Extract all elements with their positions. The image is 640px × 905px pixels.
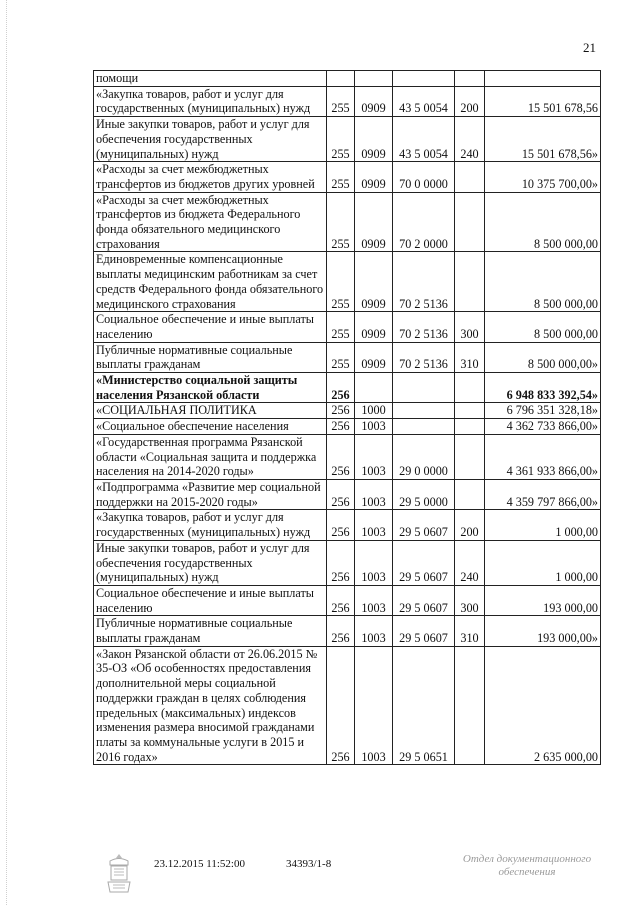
row-amount-cell: 8 500 000,00 [485, 252, 601, 312]
row-section-code-cell: 0909 [355, 252, 393, 312]
row-section-code-cell: 0909 [355, 342, 393, 372]
row-name-cell: «Социальное обеспечение населения [94, 419, 327, 435]
row-amount-cell: 193 000,00 [485, 585, 601, 615]
row-amount-cell: 10 375 700,00» [485, 162, 601, 192]
row-name-cell: помощи [94, 71, 327, 87]
row-expense-type-cell [455, 71, 485, 87]
row-expense-type-cell: 240 [455, 117, 485, 162]
table-row [94, 646, 601, 765]
row-expense-type-cell [455, 479, 485, 509]
row-amount-cell: 6 948 833 392,54» [485, 373, 601, 403]
row-name-cell: «Расходы за счет межбюджетных трансфертов из бюджетов других уровней [94, 162, 327, 192]
row-target-article-cell: 29 5 0607 [393, 585, 455, 615]
row-ministry-code-cell: 256 [327, 646, 355, 765]
page-edge-line [6, 0, 8, 905]
table-row [94, 373, 601, 403]
row-ministry-code-cell: 256 [327, 403, 355, 419]
row-target-article-cell: 70 2 0000 [393, 192, 455, 252]
row-ministry-code-cell: 255 [327, 252, 355, 312]
row-name-cell: «СОЦИАЛЬНАЯ ПОЛИТИКА [94, 403, 327, 419]
row-name-cell: Публичные нормативные социальные выплаты гражданам [94, 616, 327, 646]
row-target-article-cell: 29 5 0607 [393, 616, 455, 646]
row-expense-type-cell: 300 [455, 585, 485, 615]
table-row [94, 312, 601, 342]
row-ministry-code-cell: 256 [327, 434, 355, 479]
row-section-code-cell: 1003 [355, 434, 393, 479]
table-row [94, 510, 601, 540]
table-row [94, 162, 601, 192]
row-expense-type-cell: 300 [455, 312, 485, 342]
row-expense-type-cell [455, 373, 485, 403]
table-row [94, 585, 601, 615]
table-row [94, 192, 601, 252]
row-section-code-cell: 1003 [355, 540, 393, 585]
row-ministry-code-cell: 255 [327, 192, 355, 252]
stamp-line-1: Отдел документационного [462, 853, 592, 865]
row-target-article-cell: 29 5 0607 [393, 540, 455, 585]
row-section-code-cell: 1003 [355, 479, 393, 509]
row-expense-type-cell: 200 [455, 510, 485, 540]
row-expense-type-cell [455, 419, 485, 435]
row-name-cell: «Закон Рязанской области от 26.06.2015 № 35-ОЗ «Об особенностях предоставления дополнительной меры социальной поддержки граждан в целях соблюдения предельных (максимальных) индексов изменения размера вносимой гражданами платы за коммунальные услуги в 2015 и 2016 годах» [94, 646, 327, 765]
row-name-cell: Единовременные компенсационные выплаты медицинским работникам за счет средств Федерального фонда обязательного медицинского страхования [94, 252, 327, 312]
row-ministry-code-cell: 256 [327, 616, 355, 646]
row-amount-cell: 193 000,00» [485, 616, 601, 646]
row-name-cell: «Государственная программа Рязанской области «Социальная защита и поддержка населения на 2014-2020 годы» [94, 434, 327, 479]
row-expense-type-cell [455, 192, 485, 252]
row-amount-cell: 8 500 000,00» [485, 342, 601, 372]
table-row [94, 403, 601, 419]
row-ministry-code-cell: 256 [327, 373, 355, 403]
row-ministry-code-cell: 255 [327, 86, 355, 116]
row-ministry-code-cell: 256 [327, 419, 355, 435]
row-amount-cell: 1 000,00 [485, 510, 601, 540]
row-amount-cell: 15 501 678,56 [485, 86, 601, 116]
row-ministry-code-cell: 255 [327, 342, 355, 372]
row-ministry-code-cell: 256 [327, 540, 355, 585]
footer-department-stamp [452, 853, 602, 879]
row-target-article-cell: 29 5 0607 [393, 510, 455, 540]
row-expense-type-cell [455, 162, 485, 192]
row-target-article-cell [393, 419, 455, 435]
coat-of-arms-icon [104, 852, 134, 896]
table-row [94, 117, 601, 162]
row-name-cell: Иные закупки товаров, работ и услуг для обеспечения государственных (муниципальных) нужд [94, 117, 327, 162]
row-expense-type-cell [455, 434, 485, 479]
row-name-cell: «Министерство социальной защиты населения Рязанской области [94, 373, 327, 403]
page-number: 21 [583, 40, 596, 55]
row-section-code-cell: 1003 [355, 419, 393, 435]
row-amount-cell: 15 501 678,56» [485, 117, 601, 162]
row-target-article-cell: 29 5 0651 [393, 646, 455, 765]
row-amount-cell: 8 500 000,00 [485, 192, 601, 252]
row-expense-type-cell: 240 [455, 540, 485, 585]
row-section-code-cell [355, 373, 393, 403]
row-name-cell: Социальное обеспечение и иные выплаты населению [94, 585, 327, 615]
row-amount-cell: 6 796 351 328,18» [485, 403, 601, 419]
row-target-article-cell [393, 71, 455, 87]
row-expense-type-cell [455, 646, 485, 765]
row-ministry-code-cell: 256 [327, 585, 355, 615]
row-section-code-cell: 0909 [355, 162, 393, 192]
row-target-article-cell: 70 0 0000 [393, 162, 455, 192]
row-name-cell: «Расходы за счет межбюджетных трансфертов из бюджета Федерального фонда обязательного медицинского страхования [94, 192, 327, 252]
row-expense-type-cell: 310 [455, 616, 485, 646]
row-expense-type-cell [455, 252, 485, 312]
footer-datetime: 23.12.2015 11:52:00 [154, 858, 245, 870]
row-name-cell: Публичные нормативные социальные выплаты гражданам [94, 342, 327, 372]
row-name-cell: «Подпрограмма «Развитие мер социальной поддержки на 2015-2020 годы» [94, 479, 327, 509]
table-row [94, 86, 601, 116]
row-name-cell: Социальное обеспечение и иные выплаты населению [94, 312, 327, 342]
row-section-code-cell: 0909 [355, 86, 393, 116]
budget-table [93, 70, 601, 765]
row-expense-type-cell [455, 403, 485, 419]
row-ministry-code-cell: 256 [327, 479, 355, 509]
table-row [94, 540, 601, 585]
table-row [94, 71, 601, 87]
row-section-code-cell: 0909 [355, 312, 393, 342]
row-section-code-cell: 1003 [355, 510, 393, 540]
footer-document-number: 34393/1-8 [286, 858, 332, 870]
row-target-article-cell: 70 2 5136 [393, 312, 455, 342]
row-section-code-cell: 0909 [355, 117, 393, 162]
table-row [94, 342, 601, 372]
budget-table-body [94, 71, 601, 765]
row-ministry-code-cell: 256 [327, 510, 355, 540]
row-name-cell: «Закупка товаров, работ и услуг для государственных (муниципальных) нужд [94, 510, 327, 540]
row-amount-cell: 4 362 733 866,00» [485, 419, 601, 435]
row-ministry-code-cell: 255 [327, 117, 355, 162]
row-name-cell: Иные закупки товаров, работ и услуг для обеспечения государственных (муниципальных) нужд [94, 540, 327, 585]
row-section-code-cell: 1003 [355, 616, 393, 646]
table-row [94, 479, 601, 509]
table-row [94, 252, 601, 312]
row-ministry-code-cell: 255 [327, 162, 355, 192]
row-ministry-code-cell: 255 [327, 312, 355, 342]
stamp-line-2: обеспечения [498, 866, 556, 878]
row-expense-type-cell: 200 [455, 86, 485, 116]
row-target-article-cell: 29 5 0000 [393, 479, 455, 509]
table-row [94, 616, 601, 646]
row-amount-cell: 2 635 000,00 [485, 646, 601, 765]
row-section-code-cell: 1003 [355, 646, 393, 765]
row-section-code-cell: 1000 [355, 403, 393, 419]
row-amount-cell: 8 500 000,00 [485, 312, 601, 342]
row-amount-cell: 4 361 933 866,00» [485, 434, 601, 479]
row-section-code-cell: 1003 [355, 585, 393, 615]
row-amount-cell [485, 71, 601, 87]
row-section-code-cell: 0909 [355, 192, 393, 252]
row-target-article-cell: 70 2 5136 [393, 342, 455, 372]
row-target-article-cell: 43 5 0054 [393, 117, 455, 162]
row-name-cell: «Закупка товаров, работ и услуг для государственных (муниципальных) нужд [94, 86, 327, 116]
row-amount-cell: 4 359 797 866,00» [485, 479, 601, 509]
row-target-article-cell: 70 2 5136 [393, 252, 455, 312]
row-ministry-code-cell [327, 71, 355, 87]
table-row [94, 434, 601, 479]
row-target-article-cell: 43 5 0054 [393, 86, 455, 116]
row-target-article-cell: 29 0 0000 [393, 434, 455, 479]
row-target-article-cell [393, 373, 455, 403]
row-target-article-cell [393, 403, 455, 419]
row-amount-cell: 1 000,00 [485, 540, 601, 585]
row-expense-type-cell: 310 [455, 342, 485, 372]
row-section-code-cell [355, 71, 393, 87]
table-row [94, 419, 601, 435]
